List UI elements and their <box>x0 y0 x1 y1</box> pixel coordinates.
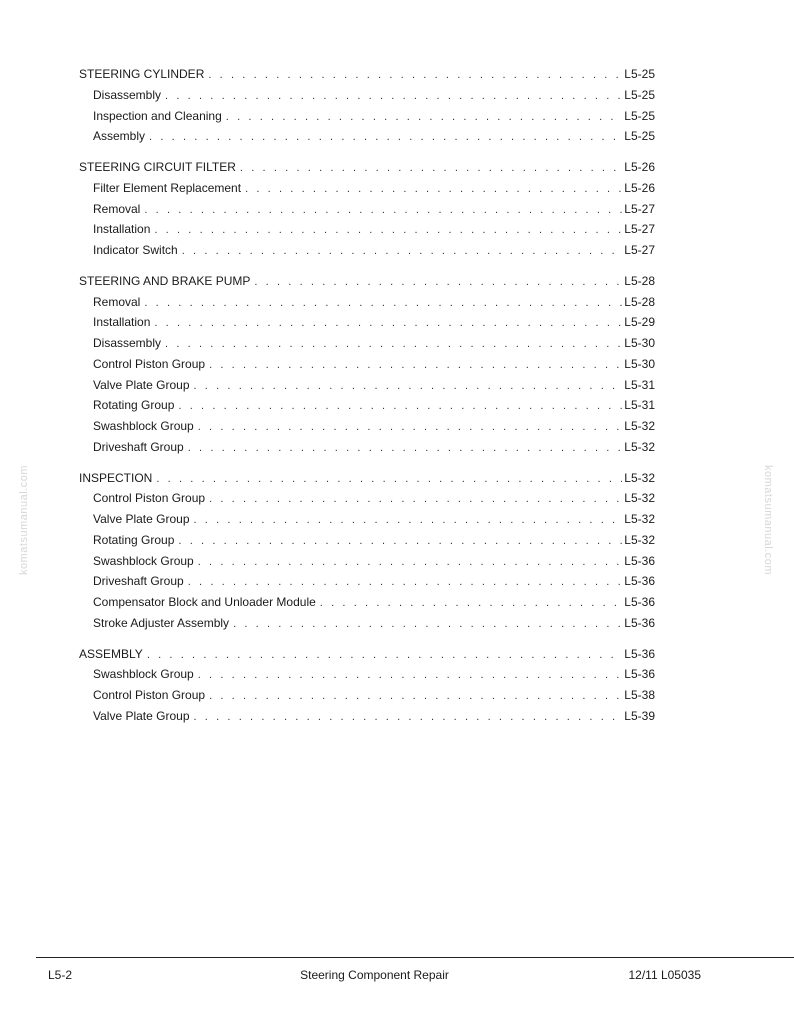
toc-entry[interactable] <box>79 180 655 201</box>
toc-entry-page: L5-38 <box>624 688 655 702</box>
toc-section-heading[interactable] <box>79 646 655 667</box>
toc-entry-page: L5-30 <box>624 356 655 371</box>
toc-entry[interactable] <box>79 377 655 398</box>
toc-entry-page: L5-36 <box>624 574 655 589</box>
toc-section-heading[interactable] <box>79 470 655 491</box>
toc-entry-page: L5-32 <box>624 419 655 433</box>
toc-entry[interactable] <box>79 397 655 418</box>
dot-leader <box>194 378 623 394</box>
toc-entry-page: L5-29 <box>624 315 655 330</box>
toc-entry-page: L5-32 <box>624 512 655 526</box>
toc-entry[interactable] <box>79 201 655 222</box>
toc-entry-page: L5-36 <box>624 553 655 568</box>
watermark-left: komatsumanual.com <box>18 465 30 575</box>
toc-entry-page: L5-32 <box>624 470 655 485</box>
toc-entry-page: L5-25 <box>624 129 655 144</box>
footer-title: Steering Component Repair <box>300 968 449 982</box>
toc-entry-title: Inspection and Cleaning <box>93 108 222 123</box>
toc-entry-page: L5-30 <box>624 336 655 350</box>
toc-entry-title: Indicator Switch <box>93 243 178 257</box>
dot-leader <box>226 109 623 125</box>
toc-entry-page: L5-31 <box>624 398 655 413</box>
dot-leader <box>254 274 622 290</box>
toc-entry[interactable] <box>79 335 655 356</box>
toc-entry-title: Filter Element Replacement <box>93 180 242 195</box>
toc-entry-title: Valve Plate Group <box>93 512 190 526</box>
dot-leader <box>182 243 623 259</box>
toc-entry[interactable] <box>79 108 655 129</box>
dot-leader <box>198 419 623 435</box>
dot-leader <box>209 688 622 704</box>
dot-leader <box>156 471 622 487</box>
dot-leader <box>149 129 622 145</box>
toc-entry-title: Disassembly <box>93 87 162 102</box>
dot-leader <box>178 533 622 549</box>
dot-leader <box>245 181 622 197</box>
toc-entry[interactable] <box>79 242 655 263</box>
toc-entry-title: Valve Plate Group <box>93 708 190 723</box>
watermark-right: komatsumanual.com <box>762 465 774 575</box>
toc-entry-page: L5-36 <box>624 595 655 609</box>
toc-entry-title: Removal <box>93 294 141 309</box>
toc-entry[interactable] <box>79 687 655 708</box>
toc-entry[interactable] <box>79 294 655 315</box>
toc-entry[interactable] <box>79 356 655 377</box>
toc-entry[interactable] <box>79 87 655 108</box>
table-of-contents <box>79 66 655 739</box>
dot-leader <box>198 554 623 570</box>
toc-entry-title: Driveshaft Group <box>93 574 184 589</box>
toc-section <box>79 66 655 149</box>
toc-entry[interactable] <box>79 666 655 687</box>
toc-entry[interactable] <box>79 418 655 439</box>
dot-leader <box>154 315 622 331</box>
toc-entry[interactable] <box>79 594 655 615</box>
dot-leader <box>178 398 622 414</box>
toc-entry-title: Control Piston Group <box>93 356 206 371</box>
toc-entry-page: L5-27 <box>624 201 655 216</box>
dot-leader <box>165 336 622 352</box>
page-footer <box>48 968 701 984</box>
toc-entry-title: Compensator Block and Unloader Module <box>93 595 316 609</box>
dot-leader <box>194 512 623 528</box>
dot-leader <box>188 440 623 456</box>
toc-entry-page: L5-36 <box>624 667 655 682</box>
toc-entry[interactable] <box>79 439 655 460</box>
toc-entry-page: L5-36 <box>624 646 655 661</box>
toc-entry-title: Rotating Group <box>93 398 175 413</box>
toc-entry[interactable] <box>79 221 655 242</box>
toc-entry-page: L5-27 <box>624 222 655 237</box>
toc-entry-title: Valve Plate Group <box>93 377 190 392</box>
dot-leader <box>198 667 623 683</box>
toc-entry-title: Removal <box>93 201 141 216</box>
toc-entry-title: Control Piston Group <box>93 688 206 702</box>
toc-entry-title: Driveshaft Group <box>93 439 184 454</box>
toc-entry-title: Swashblock Group <box>93 667 194 682</box>
toc-entry-title: Installation <box>93 315 151 330</box>
toc-entry-page: L5-26 <box>624 180 655 195</box>
footer-divider <box>36 957 794 958</box>
toc-section-heading[interactable] <box>79 66 655 87</box>
toc-entry-title: STEERING CYLINDER <box>79 67 205 81</box>
toc-entry[interactable] <box>79 511 655 532</box>
toc-entry-page: L5-25 <box>624 108 655 123</box>
toc-entry-title: ASSEMBLY <box>79 646 143 661</box>
toc-entry[interactable] <box>79 553 655 574</box>
toc-entry[interactable] <box>79 708 655 729</box>
dot-leader <box>320 595 623 611</box>
toc-entry[interactable] <box>79 532 655 553</box>
toc-entry[interactable] <box>79 128 655 149</box>
footer-revision: 12/11 L05035 <box>628 968 701 982</box>
toc-section <box>79 646 655 729</box>
toc-entry-title: Stroke Adjuster Assembly <box>93 615 230 630</box>
toc-entry-page: L5-36 <box>624 615 655 630</box>
toc-entry[interactable] <box>79 573 655 594</box>
toc-entry-page: L5-28 <box>624 294 655 309</box>
dot-leader <box>144 295 622 311</box>
footer-page-number: L5-2 <box>48 968 73 982</box>
toc-entry-title: STEERING CIRCUIT FILTER <box>79 160 236 174</box>
toc-entry-page: L5-32 <box>624 439 655 454</box>
dot-leader <box>154 222 622 238</box>
dot-leader <box>144 202 622 218</box>
dot-leader <box>165 88 622 104</box>
toc-section <box>79 159 655 263</box>
toc-entry-page: L5-27 <box>624 243 655 257</box>
dot-leader <box>208 67 622 83</box>
dot-leader <box>194 709 623 725</box>
toc-entry[interactable] <box>79 490 655 511</box>
toc-entry-title: Installation <box>93 222 151 237</box>
toc-entry-title: Swashblock Group <box>93 553 194 568</box>
toc-entry-title: INSPECTION <box>79 470 153 485</box>
dot-leader <box>188 574 623 590</box>
toc-entry[interactable] <box>79 314 655 335</box>
toc-entry-page: L5-32 <box>624 491 655 506</box>
toc-entry-page: L5-39 <box>624 708 655 723</box>
toc-entry-title: Swashblock Group <box>93 419 194 433</box>
toc-section <box>79 273 655 460</box>
toc-entry-page: L5-31 <box>624 377 655 392</box>
toc-entry-title: Rotating Group <box>93 532 175 547</box>
dot-leader <box>209 357 622 373</box>
toc-entry-title: Disassembly <box>93 336 162 350</box>
toc-entry-title: STEERING AND BRAKE PUMP <box>79 273 251 288</box>
toc-entry[interactable] <box>79 615 655 636</box>
toc-entry-page: L5-25 <box>624 67 655 81</box>
toc-entry-page: L5-32 <box>624 532 655 547</box>
toc-entry-title: Control Piston Group <box>93 491 206 506</box>
toc-section-heading[interactable] <box>79 159 655 180</box>
toc-entry-page: L5-25 <box>624 87 655 102</box>
dot-leader <box>209 491 622 507</box>
toc-entry-title: Assembly <box>93 129 146 144</box>
dot-leader <box>233 616 622 632</box>
dot-leader <box>147 647 622 663</box>
dot-leader <box>240 160 622 176</box>
toc-entry-page: L5-26 <box>624 160 655 174</box>
toc-section <box>79 470 655 636</box>
toc-section-heading[interactable] <box>79 273 655 294</box>
toc-entry-page: L5-28 <box>624 273 655 288</box>
